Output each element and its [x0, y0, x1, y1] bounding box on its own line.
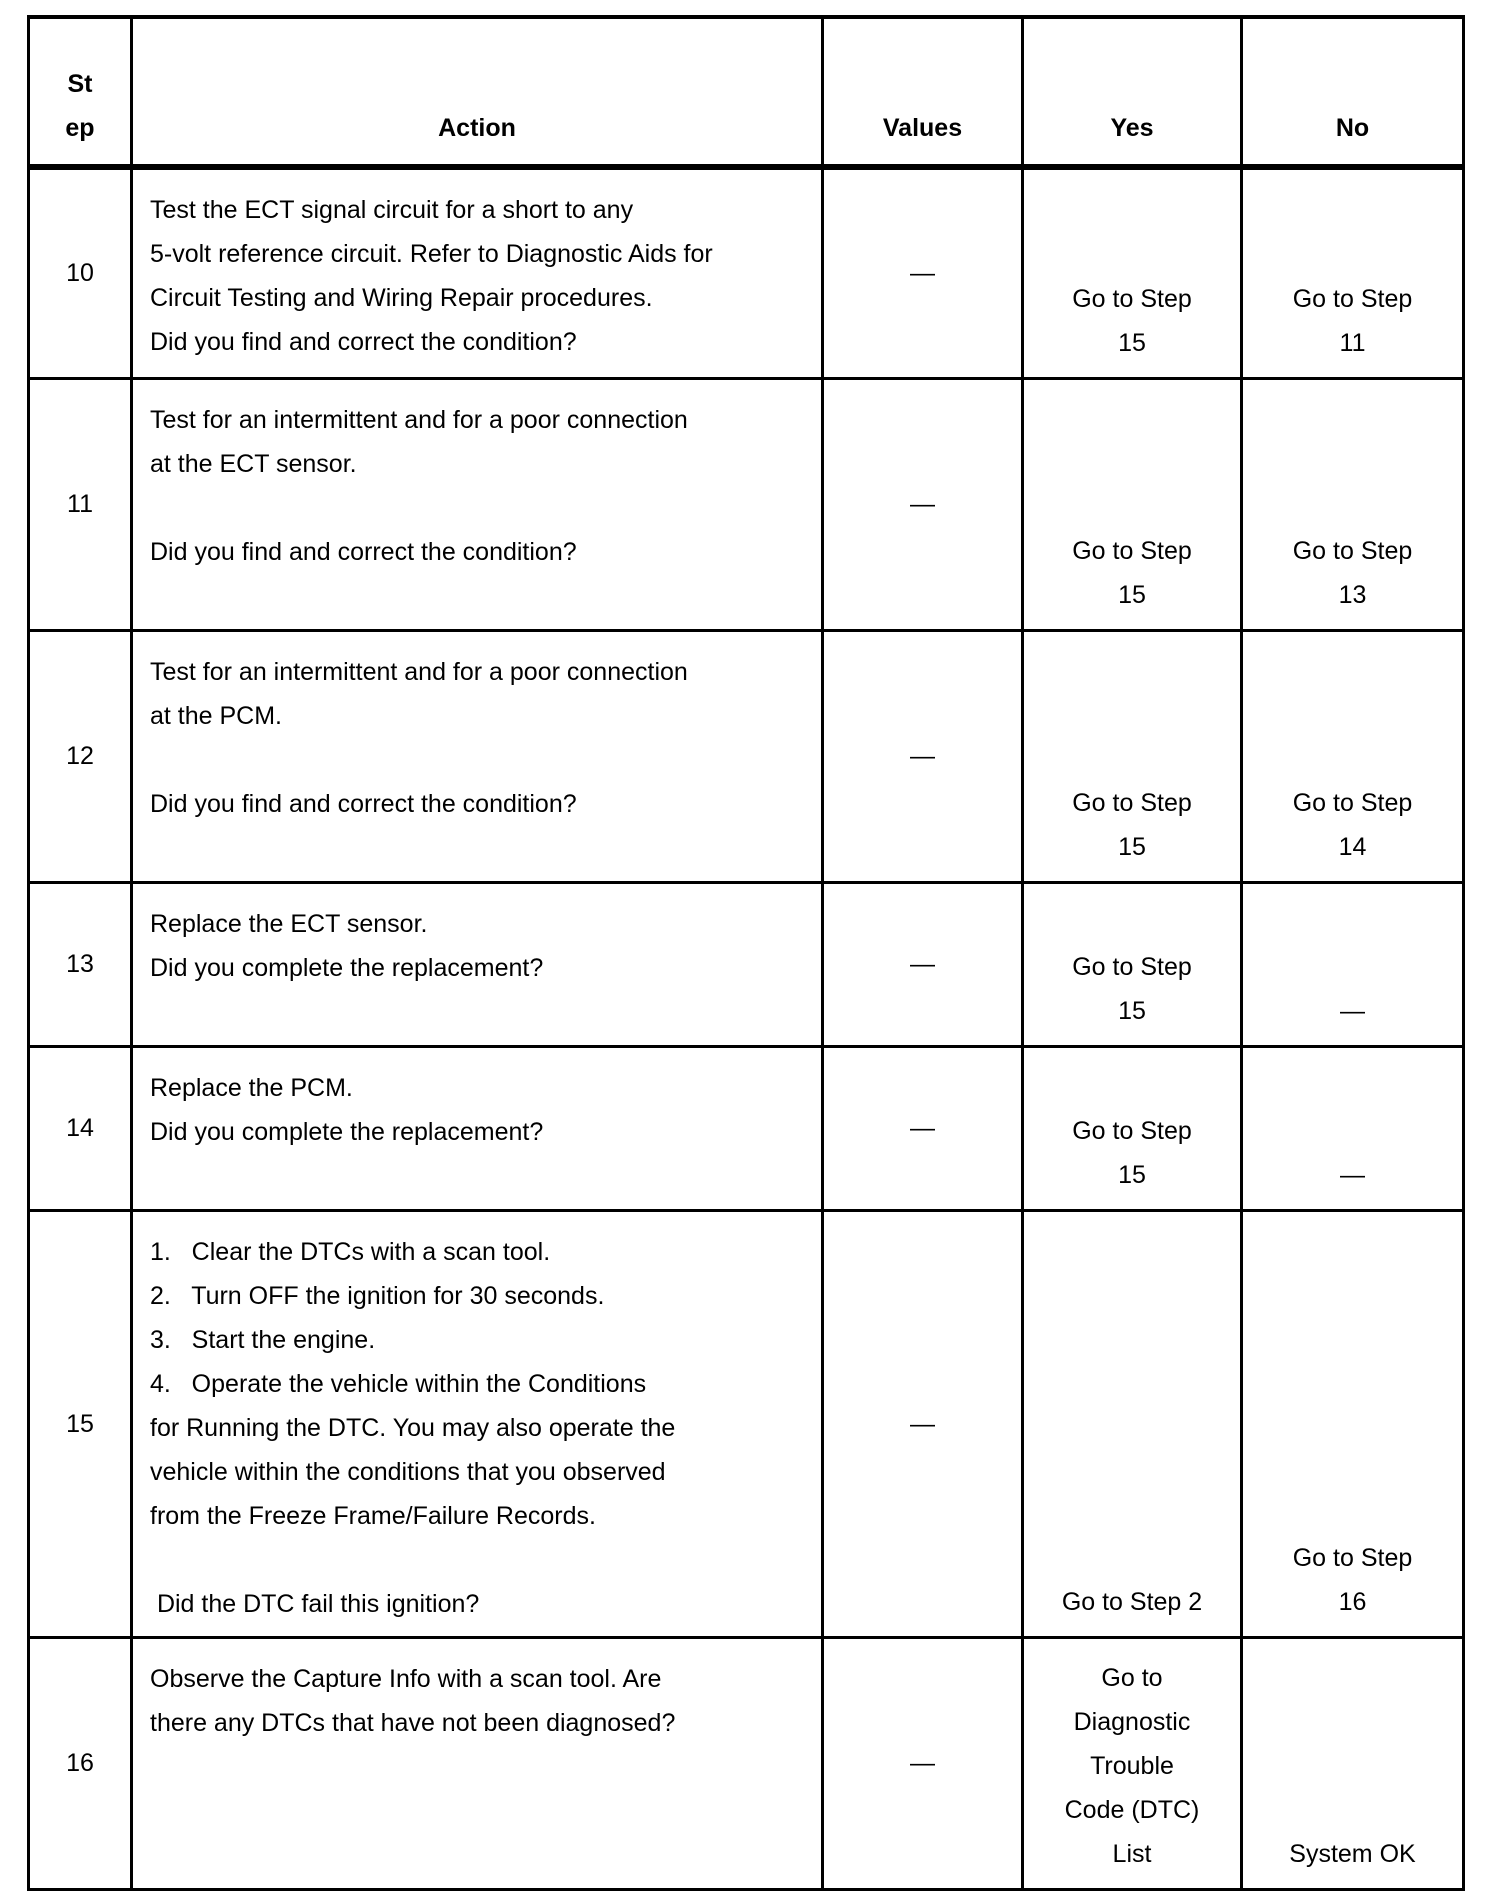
action-cell	[132, 378, 823, 630]
action-cell	[132, 1637, 823, 1889]
step-cell: 12	[29, 630, 132, 882]
table-row	[29, 882, 1464, 1046]
header-step-line: ep	[65, 114, 95, 142]
step-cell: 16	[29, 1637, 132, 1889]
values-cell: —	[823, 167, 1023, 378]
yes-line: 15	[1118, 996, 1146, 1025]
table-row	[29, 1637, 1464, 1889]
step-cell: 15	[29, 1210, 132, 1637]
no-line: 13	[1338, 580, 1367, 609]
no-cell	[1242, 167, 1464, 378]
action-cell	[132, 1046, 823, 1210]
step-cell: 13	[29, 882, 132, 1046]
table-row	[29, 1210, 1464, 1637]
action-line: 3. Start the engine.	[150, 1325, 376, 1354]
table-body	[29, 167, 1464, 1889]
no-cell	[1242, 1046, 1464, 1210]
action-line: Test the ECT signal circuit for a short to any	[150, 196, 634, 224]
header-action: Action	[132, 17, 823, 167]
action-line: 1. Clear the DTCs with a scan tool.	[150, 1237, 551, 1266]
action-line: for Running the DTC. You may also operate the	[150, 1413, 676, 1442]
values-cell: —	[823, 882, 1023, 1046]
values-cell: —	[823, 378, 1023, 630]
action-cell	[132, 882, 823, 1046]
no-cell	[1242, 378, 1464, 630]
no-cell	[1242, 1637, 1464, 1889]
yes-line: List	[1112, 1839, 1152, 1868]
action-line: there any DTCs that have not been diagnosed?	[150, 1708, 676, 1737]
action-line: Did you complete the replacement?	[150, 1117, 544, 1146]
yes-line: 15	[1118, 580, 1146, 609]
no-line: Go to Step	[1292, 1543, 1413, 1572]
values-cell: —	[823, 1046, 1023, 1210]
step-cell: 10	[29, 167, 132, 378]
yes-cell	[1023, 630, 1242, 882]
no-line: System OK	[1289, 1839, 1416, 1868]
values-cell: —	[823, 1210, 1023, 1637]
table-row	[29, 378, 1464, 630]
yes-line: Go to Step	[1072, 284, 1192, 313]
action-line: Did the DTC fail this ignition?	[150, 1589, 480, 1618]
action-line: Replace the ECT sensor.	[150, 909, 428, 938]
header-no: No	[1242, 17, 1464, 167]
action-line: 4. Operate the vehicle within the Conditions	[150, 1369, 647, 1398]
action-line: Did you complete the replacement?	[150, 953, 544, 982]
yes-line: Go to Step	[1072, 788, 1192, 817]
yes-line: 15	[1118, 328, 1146, 357]
header-row	[29, 17, 1464, 167]
action-line: Did you find and correct the condition?	[150, 328, 577, 356]
action-cell	[132, 167, 823, 378]
header-values: Values	[823, 17, 1023, 167]
action-line: Did you find and correct the condition?	[150, 537, 577, 566]
step-cell: 11	[29, 378, 132, 630]
yes-cell	[1023, 378, 1242, 630]
table-row	[29, 1046, 1464, 1210]
action-cell	[132, 1210, 823, 1637]
action-line: Test for an intermittent and for a poor connection	[150, 657, 688, 686]
action-line: vehicle within the conditions that you observed	[150, 1457, 666, 1486]
diagnostic-table	[27, 15, 1465, 1891]
yes-cell	[1023, 167, 1242, 378]
yes-cell	[1023, 1046, 1242, 1210]
no-cell	[1242, 630, 1464, 882]
yes-line: Go to Step	[1072, 952, 1192, 981]
no-line: —	[1340, 996, 1365, 1025]
action-cell	[132, 630, 823, 882]
action-line: Circuit Testing and Wiring Repair procedures.	[150, 284, 653, 312]
values-cell: —	[823, 1637, 1023, 1889]
action-line: at the ECT sensor.	[150, 449, 357, 478]
no-line: 11	[1339, 328, 1366, 357]
yes-cell	[1023, 1210, 1242, 1637]
no-cell	[1242, 1210, 1464, 1637]
yes-cell	[1023, 1637, 1242, 1889]
header-yes: Yes	[1023, 17, 1242, 167]
no-cell	[1242, 882, 1464, 1046]
no-line: —	[1340, 1160, 1365, 1189]
action-line: at the PCM.	[150, 701, 282, 730]
header-step	[29, 17, 132, 167]
yes-line: Go to	[1101, 1663, 1163, 1692]
yes-line: Diagnostic	[1073, 1707, 1191, 1736]
header-step-line: St	[67, 70, 93, 98]
yes-cell	[1023, 882, 1242, 1046]
action-line: 2. Turn OFF the ignition for 30 seconds.	[150, 1281, 605, 1310]
step-cell: 14	[29, 1046, 132, 1210]
yes-line: 15	[1118, 1160, 1146, 1189]
action-line: Test for an intermittent and for a poor connection	[150, 405, 688, 434]
yes-line: Code (DTC)	[1064, 1795, 1200, 1824]
yes-line: 15	[1118, 832, 1146, 861]
no-line: Go to Step	[1292, 788, 1413, 817]
yes-line: Go to Step	[1072, 536, 1192, 565]
action-line: Replace the PCM.	[150, 1073, 353, 1102]
yes-line: Go to Step 2	[1061, 1587, 1203, 1616]
action-line: 5-volt reference circuit. Refer to Diagnostic Aids for	[150, 240, 713, 268]
table-row	[29, 630, 1464, 882]
no-line: 14	[1338, 832, 1367, 861]
action-line: Observe the Capture Info with a scan tool. Are	[150, 1664, 662, 1693]
values-cell: —	[823, 630, 1023, 882]
action-line: Did you find and correct the condition?	[150, 789, 577, 818]
no-line: Go to Step	[1292, 284, 1413, 313]
no-line: 16	[1338, 1587, 1367, 1616]
no-line: Go to Step	[1292, 536, 1413, 565]
action-line: from the Freeze Frame/Failure Records.	[150, 1501, 596, 1530]
yes-line: Trouble	[1090, 1751, 1174, 1780]
table-row	[29, 167, 1464, 378]
yes-line: Go to Step	[1072, 1116, 1192, 1145]
